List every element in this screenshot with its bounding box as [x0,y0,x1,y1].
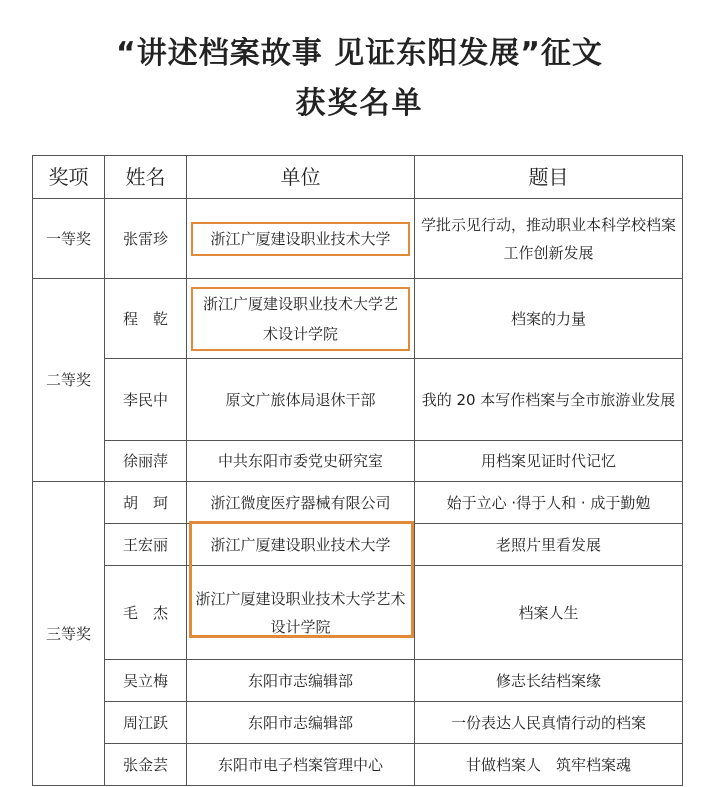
row-unit: 东阳市电子档案管理中心 [187,744,415,786]
header-award: 奖项 [33,156,105,199]
table-row [33,279,683,359]
row-name: 程 乾 [105,279,187,359]
row-name: 周江跃 [105,702,187,744]
row-title: 始于立心 ·得于人和 · 成于勤勉 [415,482,683,524]
table-row [33,702,683,744]
table-row [33,744,683,786]
row-name: 王宏丽 [105,524,187,566]
row-unit: 原文广旅体局退休干部 [187,359,415,441]
row-name: 吴立梅 [105,660,187,702]
row-name: 胡 珂 [105,482,187,524]
document-subtitle: 获奖名单 [295,86,424,121]
row-name: 徐丽萍 [105,441,187,482]
table-row [33,359,683,441]
row-title: 档案人生 [415,566,683,660]
row-unit: 浙江广厦建设职业技术大学 [187,524,415,566]
row-name: 毛 杰 [105,566,187,660]
row-unit: 浙江广厦建设职业技术大学艺术设计学院 [187,566,415,660]
row-title: 一份表达人民真情行动的档案 [415,702,683,744]
highlighted-unit: 浙江广厦建设职业技术大学艺术设计学院 [191,287,410,351]
row-unit: 浙江微度医疗器械有限公司 [187,482,415,524]
header-name: 姓名 [105,156,187,199]
document-title: “讲述档案故事 见证东阳发展”征文 [116,36,603,71]
row-unit: 东阳市志编辑部 [187,702,415,744]
row-name: 张雷珍 [105,199,187,279]
row-unit: 中共东阳市委党史研究室 [187,441,415,482]
row-name: 李民中 [105,359,187,441]
table-row [33,441,683,482]
table-row [33,199,683,279]
row-unit [187,199,415,279]
row-title: 我的 20 本写作档案与全市旅游业发展 [415,359,683,441]
row-title: 档案的力量 [415,279,683,359]
row-title: 用档案见证时代记忆 [415,441,683,482]
row-name: 张金芸 [105,744,187,786]
row-unit [187,279,415,359]
table-row [33,482,683,524]
header-unit: 单位 [187,156,415,199]
tier-second: 二等奖 [33,279,105,482]
awards-table [32,155,683,786]
row-title: 学批示见行动，推动职业本科学校档案工作创新发展 [415,199,683,279]
row-unit: 东阳市志编辑部 [187,660,415,702]
header-title: 题目 [415,156,683,199]
row-title: 修志长结档案缘 [415,660,683,702]
table-header-row [33,156,683,199]
tier-first: 一等奖 [33,199,105,279]
tier-third: 三等奖 [33,482,105,786]
row-title: 甘做档案人 筑牢档案魂 [415,744,683,786]
highlighted-unit: 浙江广厦建设职业技术大学 [191,222,410,256]
highlight-frame [189,521,414,638]
table-row [33,660,683,702]
row-title: 老照片里看发展 [415,524,683,566]
